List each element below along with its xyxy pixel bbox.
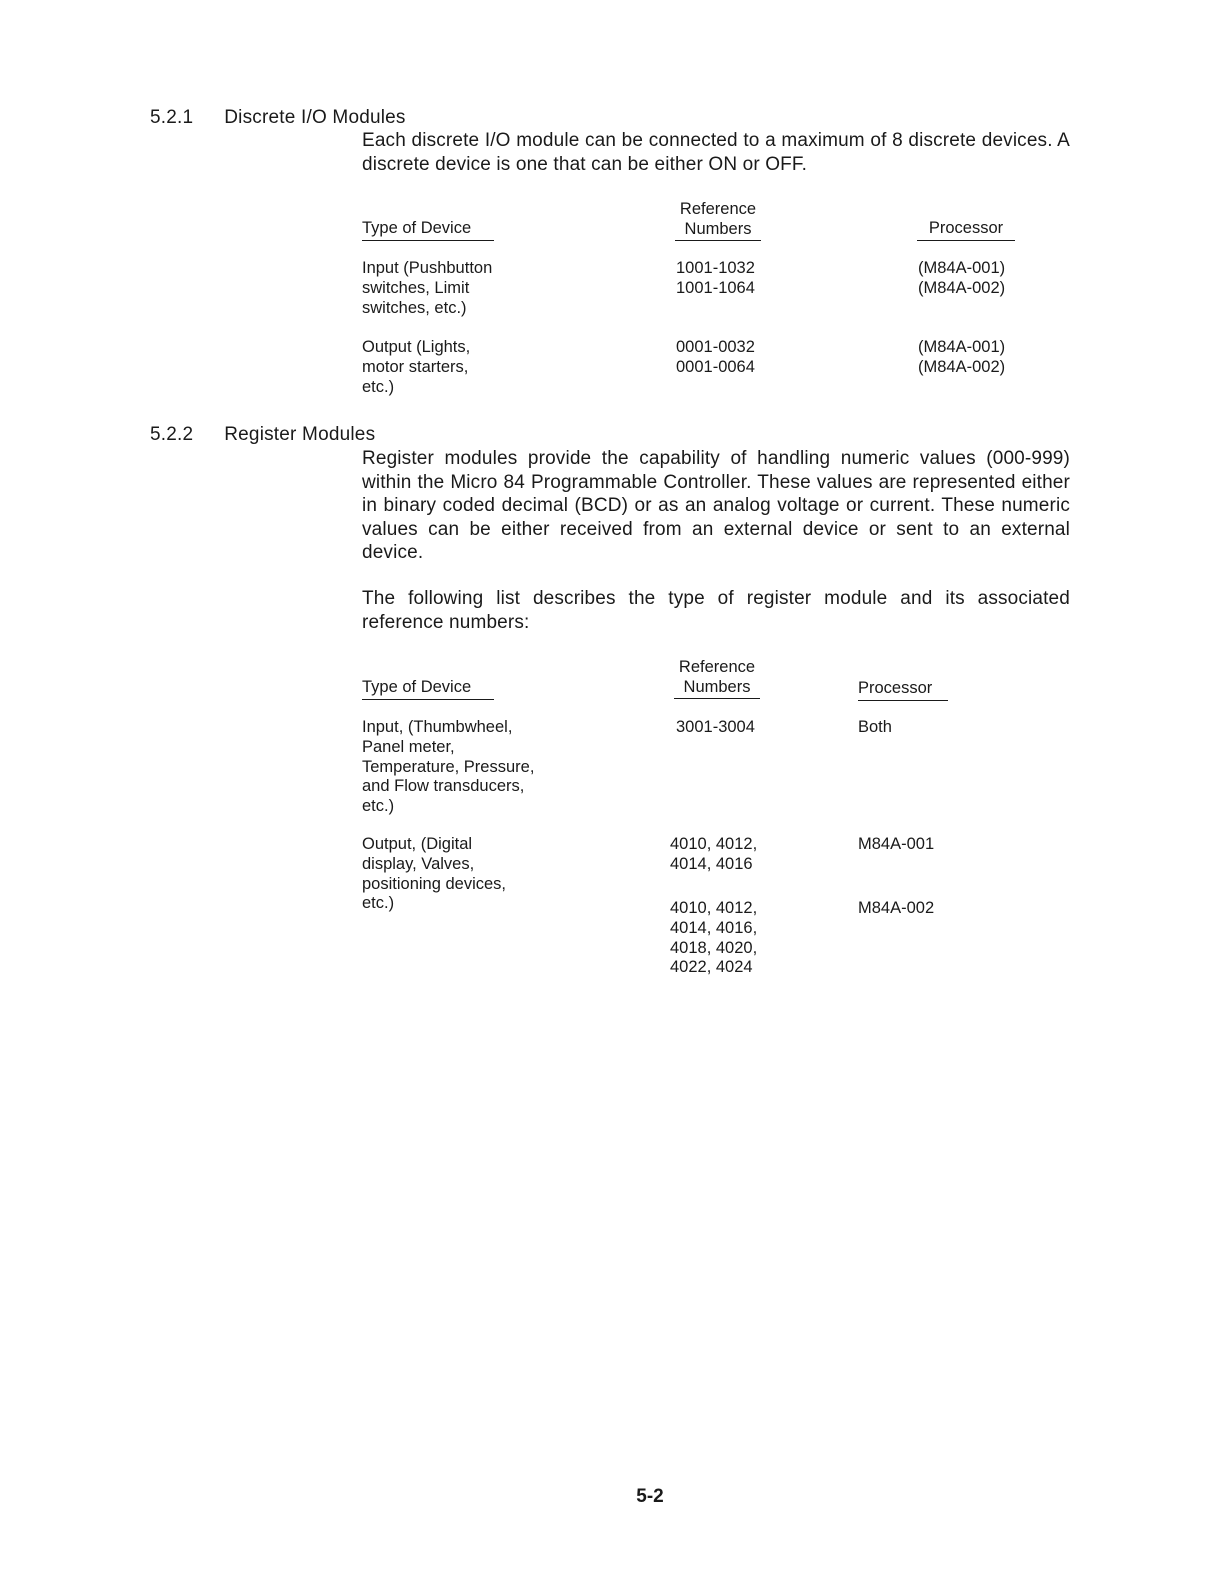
register-paragraph-1: Register modules provide the capability of handling numeric values (000-999) within the Micro 84 Programmable Controller. These values are represented either in binary coded decimal (BCD) or as an analog voltage or current. These numeric values can be either received from an external device or sent to an external device. [362,448,1070,563]
table1-row1-refs: 1001-1032 1001-1064 [676,259,755,297]
table1-row2-type: Output (Lights, motor starters, etc.) [362,338,471,396]
section-heading-5-2-2 [150,424,375,446]
table2-row2-processor: M84A-001 [858,835,935,853]
table2-row1-type: Input, (Thumbwheel, Panel meter, Temperature, Pressure, and Flow transducers, etc.) [362,718,535,816]
section-heading-5-2-1 [150,107,406,129]
table2-row2-type: Output, (Digital display, Valves, positioning devices, etc.) [362,835,507,913]
table1-header-processor: Processor [916,219,1016,241]
table2-row2-refs: 4010, 4012, 4014, 4016 [670,835,758,873]
section-number: 5.2.1 [150,107,194,128]
table1-row1-type: Input (Pushbutton switches, Limit switches, etc.) [362,259,493,317]
register-paragraph-2: The following list describes the type of register module and its associated reference numbers: [362,588,1070,633]
table1-row2-refs: 0001-0032 0001-0064 [676,338,755,376]
table1-header-type: Type of Device [362,219,494,241]
table2-row1-refs: 3001-3004 [676,718,755,736]
table2-header-processor: Processor [858,679,948,701]
table1-row2-processor: (M84A-001) (M84A-002) [918,338,1006,376]
table2-header-reference: Reference Numbers [666,658,768,699]
discrete-intro-paragraph: Each discrete I/O module can be connected to a maximum of 8 discrete devices. A discrete device is one that can be either ON or OFF. [362,130,1070,175]
table2-header-type: Type of Device [362,678,494,700]
table2-row1-processor: Both [858,718,892,736]
table1-header-reference: Reference Numbers [668,200,768,241]
table2-row3-processor: M84A-002 [858,899,935,917]
section-title: Discrete I/O Modules [224,107,406,128]
table2-row3-refs: 4010, 4012, 4014, 4016, 4018, 4020, 4022, 4024 [670,899,758,977]
page-number: 5-2 [636,1486,664,1507]
section-number: 5.2.2 [150,424,194,445]
section-title: Register Modules [224,424,376,445]
table1-row1-processor: (M84A-001) (M84A-002) [918,259,1006,297]
